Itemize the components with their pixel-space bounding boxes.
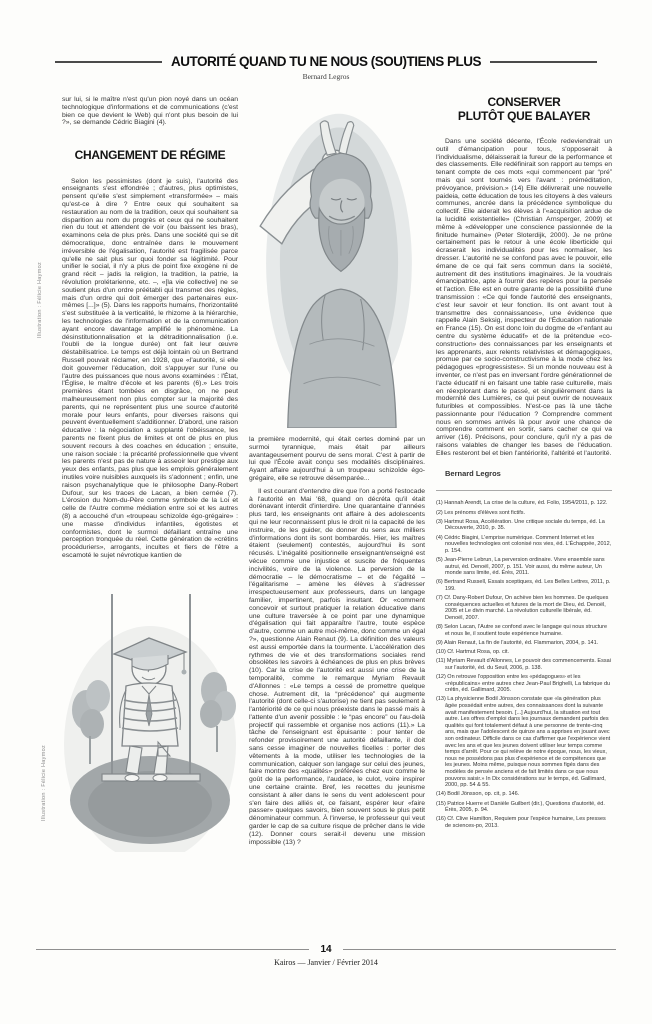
footnote: (10) Cf. Hartmut Rosa, op. cit.: [436, 649, 510, 656]
page-number: 14: [320, 944, 332, 955]
column1-body: Selon les pessimistes (dont je suis), l'autorité des enseignants s'est effondrée ; d'autres, plus optimistes, pensent qu'elle s'est simplement «transformée» – mais qu'est-ce à dire ? Entre ceux qui souhaitent sa restauration au nom de la tradition, ceux qui souhaitent sa disparition au nom du progrès et ceux qui ne souhaitent rien du tout et attendent de voir (ou baissent les bras), examinons cela de plus près. Dans une société qui se dit démocratique, donc entraînée dans le mouvement irréversible de l'égalisation, l'autorité est fragilisée parce qu'elle ne sait plus sur quoi fonder sa légitimité. Pour unifier le social, il n'y a plus de point fixe exogène ni de grand récit – jadis la religion, la tradition, la patrie, la révolution prolétarienne, etc. –, «[la vie collective] ne se soutient plus d'un ordre préétabli qui transmet des règles, mais d'un ordre qui doit émerger des partenaires eux-mêmes [...]» (5). Dans les rapports humains, l'horizontalité s'est substituée à la verticalité, le rhizome à la hiérarchie, les technologies de l'information et de la communication ayant encore davantage amplifié le phénomène. La désinstitutionnalisation et la détraditionnalisation (i.e. l'oubli de la longue durée) ont fait leur œuvre déstabilisatrice. Le temps est déjà lointain où un Bertrand Russell pouvait réclamer, en 1928, que «l'autorité, si elle doit gouverner l'éducation, doit s'appuyer sur l'une ou l'autre des puissances que nous avons examinées : l'État, l'Église, le maître d'école et les parents (6).» Les trois premières étant tombées en disgrâce, on ne peut malheureusement non plus compter sur la majorité des parents, qui ne représentent plus une source d'autorité morale pour leurs enfants, pour diverses raisons qui peuvent éventuellement s'additionner. D'abord, une raison éducative : la négociation a supplanté l'obéissance, les parents ne fixent plus de limites et ont de plus en plus souvent recours à des coaches en éducation ; ensuite, une raison sociale : la précarité professionnelle que vivent les parents n'est pas de nature à asseoir leur prestige aux yeux des enfants, pas plus que les emplois généralement inutiles voire nuisibles auxquels ils s'adonnent ; enfin, une raison psychanalytique que le philosophe Dany-Robert Dufour, sur les traces de Lacan, a bien cernée (7). L'érosion du Nom-du-Père comme symbole de la Loi et celle de l'Autre comme médiation entre soi et les autres (8) a accouché d'un «troupeau schizoïde égo-grégaire» : une masse d'individus infantiles, égotistes et conformistes, dont le surmoi défaillant entraîne une perception tronquée du réel. Cette génération de «crétins procéduriers», arrogants, incultes et fiers de l'être a escamoté le sujet névrotique kantien de: [62, 177, 238, 559]
column2-paragraph-1: la première modernité, qui était certes dominé par un surmoi tyrannique, mais était par ailleurs avantageusement pourvu de sens moral. C'est à partir de lui que l'École avait conçu ses modalités disciplinaires. Ayant affaire aujourd'hui à un troupeau schizoïde égo-grégaire, elle se retrouve désemparée...: [249, 436, 425, 482]
footnote: (8) Selon Lacan, l'Autre se confond avec le langage qui nous structure et nous lie, il soutient toute expérience humaine.: [436, 624, 608, 637]
footnotes-section: [436, 500, 612, 829]
footnote: (14) Bodil Jönsson, op. cit, p. 146.: [436, 791, 520, 798]
heading-line-2: PLUTÔT QUE BALAYER: [457, 108, 591, 123]
footnote: (9) Alain Renaut, La fin de l'autorité, éd. Flammarion, 2004, p. 141.: [436, 639, 599, 646]
footnotes-divider: [436, 490, 612, 491]
section-heading-changement: CHANGEMENT DE RÉGIME: [74, 148, 226, 163]
illustration-credit-vertical: Illustration : Félicie Haymoz: [37, 262, 43, 338]
article-title: AUTORITÉ QUAND TU NE NOUS (SOU)TIENS PLUS: [171, 54, 482, 69]
title-rule-right: [490, 61, 597, 63]
footnote: (16) Cf. Clive Hamilton, Requiem pour l'espèce humaine, Les presses de sciences-po, 2013.: [436, 816, 606, 829]
column-1: [62, 96, 238, 852]
footnote: (2) Les prénoms d'élèves sont fictifs.: [436, 509, 526, 516]
column-2: [249, 96, 425, 846]
illustration-credit-vertical: Illustration : Félicie Haymoz: [41, 745, 47, 821]
philosopher-bust-illustration: [249, 98, 425, 428]
column-3: [436, 96, 612, 832]
column3-body: Dans une société décente, l'École redeviendrait un outil d'émancipation pour tous, s'opposerait à l'individualisme, délaisserait la fureur de la performance et des classements. Elle redéfinirait son rapport au temps en tenant compte de ces mots «qui commencent par “pré” mais qui sont tournés vers l'avant : préméditation, prévoyance, prévision.» (14) Elle délivrerait une nouvelle paideia, cette éducation de tous les citoyens à des valeurs communes, ancrée dans la précédence symbolique du collectif. Elle aiderait les élèves à l'«acquisition ardue de la lucidité existentielle» (Christian Arnsperger, 2009) et même à «développer une conscience passionnée de la finitude humaine» (Peter Sloterdijk, 2000). Je ne prône certainement pas le retour à une école liberticide qui écraserait les individualités pour les normaliser, les dresser. L'autorité ne se confond pas avec le pouvoir, elle émane de ce qui fait sens commun dans la société, autrement dit des institutions imaginaires. Je la voudrais émancipatrice, apte à fournir des repères pour la pensée et l'action. Elle est en outre garante de la possibilité d'une transmission : «Ce qui fonde l'autorité des enseignants, c'est leur savoir et leur fonction. Ils ont avant tout à transmettre des connaissances», une évidence que rappelle Alain Seksig, inspecteur de l'Éducation nationale en France (15). On est donc loin du dogme de «l'enfant au centre du système éducatif» et de la prétendue «co-construction» des connaissances par les enseignants et les apprenants, aux relents relativistes et démagogiques, promue par ce socio-constructivisme à la mode chez les pédagogues «progressistes». Si un monde nouveau est à inventer, ce n'est pas en inversant l'ordre générationnel de l'acte éducatif ni en faisant une table rase culturelle, mais en réexplorant dans le passé, et singulièrement dans la modernité des Lumières, ce qui peut ouvrir de nouveaux futuribles et compossibles. N'est-ce pas là une tâche passionnante pour l'éducation ? Comprendre comment nous en sommes arrivés là pour avoir une chance de comprendre comment en sortir, sans cacher ce qui va arriver (16). Précisons, pour conclure, qu'il n'y a pas de raisons valables de changer les bases de l'éducation. Elles resteront bel et bien l'antériorité, l'altérité et l'autorité.: [436, 138, 612, 457]
footnote: (6) Bertrand Russell, Essais sceptiques, éd. Les Belles Lettres, 2011, p. 199.: [436, 579, 611, 592]
footnote: (15) Patrice Huerre et Danièle Guilbert (dir.), Questions d'autorité, éd. Érès, 2005, p. 94.: [436, 800, 605, 814]
title-rule-left: [55, 61, 162, 63]
issue-line: Kairos — Janvier / Février 2014: [274, 958, 378, 967]
footnote: (3) Hartmut Rosa, Accélération. Une critique sociale du temps, éd. La Découverte, 2010, p. 35.: [436, 518, 605, 532]
article-signature: Bernard Legros: [445, 468, 501, 478]
article-header: [55, 54, 597, 69]
footnote: (13) La physicienne Bodil Jönsson constate que «la génération plus âgée possédait entre autres, des connaissances dont la suivante avait manifestement besoin. [...] Aujourd'hui, la situation est tout autre. Les offres d'emploi dans les journaux demandent parfois des qualités qui font totalement défaut à une personne de trente-cinq ans, mais que l'adolescent de quinze ans a apprises en jouant avec son ordinateur. Difficile dans ce cas d'affirmer que l'expérience vient avec les ans et que les jeunes doivent utiliser leur temps comme temps d'arrêt. Pour ce qui relève de notre époque, nous, les vieux, nous ne possédons pas plus d'expérience et de compétences que les jeunes. Moins même, puisque nous sommes figés dans des modèles de pensée anciens et de fait limités dans ce que nous pouvons saisir.» In Dix considérations sur le temps, éd. Gallimard, 2000, pp. 54 & 55.: [436, 696, 611, 789]
paragraph-continuation: sur lui, si le maître n'est qu'un pion noyé dans un océan technologique d'informations et de communications (c'est bien ce que devient le Web) qui n'ont plus besoin de lui ?», se demande Cédric Biagini (4).: [62, 96, 238, 127]
teacher-tied-on-swing-illustration: [62, 594, 238, 852]
heading-line-1: CONSERVER: [487, 95, 561, 109]
column2-paragraph-2: Il est courant d'entendre dire que l'on a porté l'estocade à l'autorité en Mai '68, quand on décréta qu'il était dorénavant interdit d'interdire. Une quarantaine d'années plus tard, les enseignants ont affaire à des adolescents qui ne leur reconnaissent plus le droit ni la capacité de les instruire, de les guider, de donner du sens aux milliers d'informations dont ils sont bombardés. Hier, les maîtres étaient (seulement) contestés, aujourd'hui ils sont récusés. L'inégalité positionnelle enseignant/enseigné est vécue comme une injustice et suscite de fréquentes incivilités, voire de la violence. La perversion de la démocratie – le démocratisme – et de l'égalité – l'égalitarisme – amène les élèves à s'adresser irrespectueusement aux professeurs, dans un langage familier, impertinent, parfois insultant. Or «comment concevoir et surtout pratiquer la relation éducative dans une culture traversée à ce point par une dynamique d'égalisation qui fait apparaître l'autre, toute espèce d'autre, comme un autre moi-même, donc comme un égal ?», questionne Alain Renaut (9). La définition des valeurs est aussi emportée dans la tourmente. L'accélération des rythmes de vie et des transformations sociales rend obsolètes les savoirs à échéances de plus en plus brèves (10). Car la crise de l'autorité est aussi une crise de la temporalité, comme le remarque Myriam Revault d'Allonnes : «Le temps a cessé de promettre quelque chose. Autrement dit, la “précédence” qui augmente l'autorité (dont celle-ci s'autorise) ne tient pas seulement à l'antériorité de ce qui nous préexiste dans le passé mais à l'attente d'un avenir possible : le “pas encore” ou l'au-delà projectif qui rassemble et organise nos actions (11).» La tâche de l'enseignant est épuisante : pour tenter de refonder provisoirement une autorité défaillante, il doit sans cesse imaginer de nouvelles ficelles : porter des vêtements à la mode, utiliser les technologies de la communication, calquer son langage sur celui des jeunes, faire montre des «qualités» préférées chez eux comme le goût de la performance, l'audace, le culot, voire inspirer une certaine crainte. Bref, les recettes du jeunisme consistant à aller dans le sens du vent adolescent pour s'en faire des alliés et, ce faisant, espérer leur «faire passer» quelques savoirs, bien souvent sous le plus petit dénominateur commun. À l'inverse, le professeur qui veut garder le cap de sa culture risque de prêcher dans le vide (12). Donner cours serait-il devenu une mission impossible (13) ?: [249, 487, 425, 846]
footnote: (12) On retrouve l'opposition entre les «pédagogues» et les «républicains» entre autres chez Jean-Paul Brighelli, La fabrique du crétin, éd. Gallimard, 2005.: [436, 674, 611, 694]
footer-rule-right: [343, 949, 616, 950]
footnote: (1) Hannah Arendt, La crise de la culture, éd. Folio, 1954/2011, p. 122.: [436, 500, 608, 507]
footer-rule-left: [36, 949, 309, 950]
footer-rule-row: [36, 944, 616, 955]
page-footer: [36, 944, 616, 967]
footnote: (4) Cédric Biagini, L'emprise numérique. Comment Internet et les nouvelles technologies ont colonisé nos vies, éd. L'Échappée, 2012, p. 154.: [436, 534, 612, 554]
footnote: (11) Myriam Revault d'Allonnes, Le pouvoir des commencements. Essai sur l'autorité, éd. du Seuil, 2006, p. 138.: [436, 658, 611, 671]
footnote: (5) Jean-Pierre Lebrun, La perversion ordinaire. Vivre ensemble sans autrui, éd. Denoël, 2007, p. 151. Voir aussi, du même auteur, Un monde sans limite, éd. Érès, 2011.: [436, 557, 605, 577]
footnote: (7) Cf. Dany-Robert Dufour, On achève bien les hommes. De quelques conséquences actuelles et futures de la mort de Dieu, éd. Denoël, 2005 et Le divin marché. La révolution culturelle libérale, éd. Denoël, 2007.: [436, 595, 609, 621]
article-author: Bernard Legros: [302, 72, 350, 81]
section-heading-conserver: [436, 96, 612, 123]
